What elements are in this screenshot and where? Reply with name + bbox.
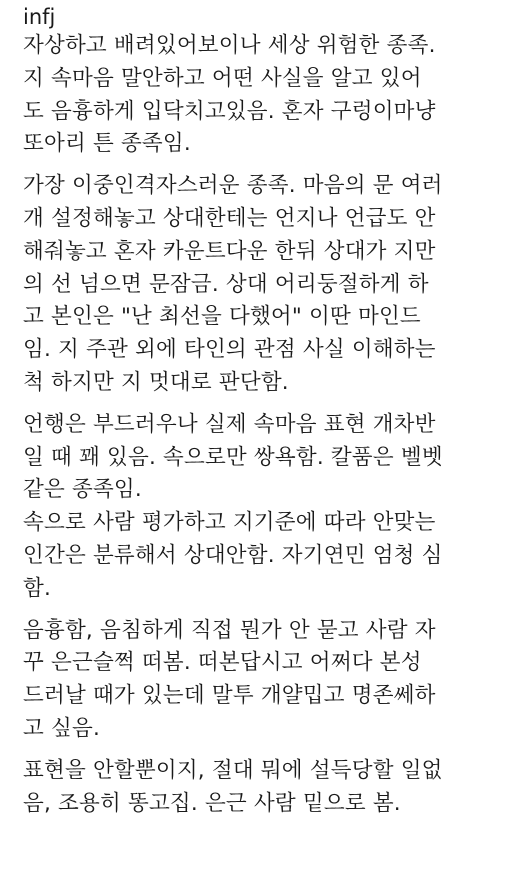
text-line: 함. (23, 575, 52, 601)
text-line: 지 속마음 말안하고 어떤 사실을 알고 있어 (23, 65, 422, 91)
text-line: 음흉함, 음침하게 직접 뭔가 안 묻고 사람 자 (23, 617, 436, 643)
paragraph-4 (23, 615, 513, 746)
text-line: 고 본인은 "난 최선을 다했어" 이딴 마인드 (23, 304, 421, 330)
text-line: 임. 지 주관 외에 타인의 관점 사실 이해하는 (23, 337, 436, 363)
paragraph-gap (23, 161, 513, 170)
text-line: 음, 조용히 똥고집. 은근 사람 밑으로 봄. (23, 790, 401, 816)
text-line: 가장 이중인격자스러운 종족. 마음의 문 여러 (23, 173, 443, 199)
text-line: 인간은 분류해서 상대안함. 자기연민 엄청 심 (23, 542, 443, 568)
paragraph-gap (23, 400, 513, 409)
text-line: 척 하지만 지 멋대로 판단함. (23, 369, 289, 395)
text-line: 일 때 꽤 있음. 속으로만 쌍욕함. 칼품은 벨벳 (23, 444, 443, 470)
text-line: 드러날 때가 있는데 말투 개얄밉고 명존쎄하 (23, 683, 436, 709)
paragraph-2 (23, 170, 513, 400)
document (23, 4, 513, 820)
text-line: 고 싶음. (23, 715, 100, 741)
paragraph-5 (23, 755, 513, 821)
text-line: 도 음흉하게 입닥치고있음. 혼자 구렁이마냥 (23, 98, 436, 124)
paragraph-1 (23, 30, 513, 161)
text-line: 해줘놓고 혼자 카운트다운 한뒤 상대가 지만 (23, 238, 436, 264)
text-line: 의 선 넘으면 문잠금. 상대 어리둥절하게 하 (23, 271, 429, 297)
document-title: infj (23, 5, 56, 29)
text-line: 또아리 튼 종족임. (23, 131, 191, 157)
text-line: 언행은 부드러우나 실제 속마음 표현 개차반 (23, 411, 436, 437)
text-line: 꾸 은근슬쩍 떠봄. 떠본답시고 어쩌다 본성 (23, 650, 422, 676)
text-line: 표현을 안할뿐이지, 절대 뭐에 설득당할 일없 (23, 757, 443, 783)
text-line: 같은 종족임. (23, 477, 142, 503)
text-line: 자상하고 배려있어보이나 세상 위험한 종족. (23, 33, 436, 58)
paragraph-gap (23, 746, 513, 755)
paragraph-gap (23, 606, 513, 615)
text-line: 속으로 사람 평가하고 지기준에 따라 안맞는 (23, 510, 436, 536)
paragraph-3 (23, 409, 513, 606)
text-line: 개 설정해놓고 상대한테는 언지나 언급도 안 (23, 205, 436, 231)
